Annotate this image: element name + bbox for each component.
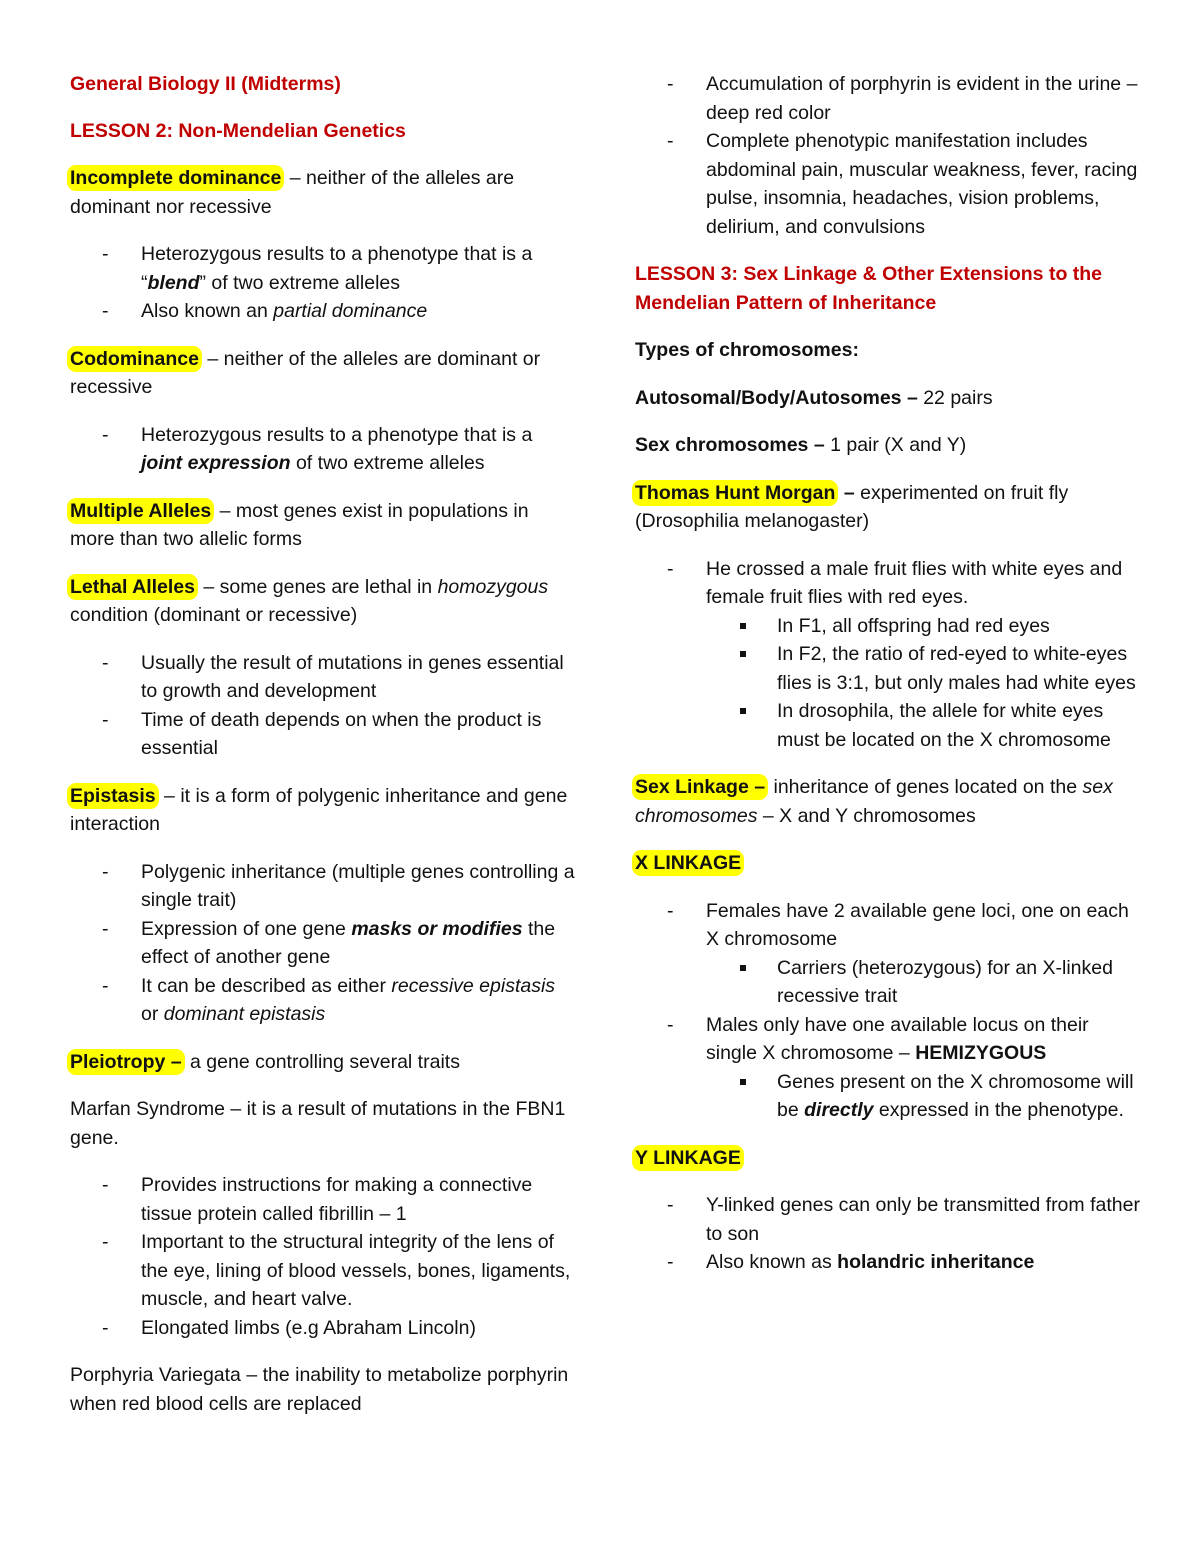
incomplete-dominance-term: Incomplete dominance — [67, 165, 284, 191]
list-item: - Provides instructions for making a connective tissue protein called fibrillin – 1 — [70, 1171, 575, 1228]
left-column — [70, 70, 575, 1418]
list-item: - Y-linked genes can only be transmitted from father to son — [635, 1191, 1140, 1248]
list-item: - Usually the result of mutations in genes essential to growth and development — [70, 649, 575, 706]
x-linkage-list — [635, 897, 1140, 954]
list-item: - Females have 2 available gene loci, one on each X chromosome — [635, 897, 1140, 954]
list-item: - Elongated limbs (e.g Abraham Lincoln) — [70, 1314, 575, 1343]
incomplete-dominance-definition: Incomplete dominance – neither of the alleles are dominant nor recessive — [70, 164, 575, 221]
morgan-definition: Thomas Hunt Morgan – experimented on fruit fly (Drosophilia melanogaster) — [635, 479, 1140, 536]
codominance-term: Codominance — [67, 346, 202, 372]
list-item: - Expression of one gene masks or modifies the effect of another gene — [70, 915, 575, 972]
list-item: - Accumulation of porphyrin is evident in the urine – deep red color — [635, 70, 1140, 127]
sex-linkage-term: Sex Linkage – — [632, 774, 768, 800]
lesson2-heading: LESSON 2: Non-Mendelian Genetics — [70, 119, 406, 142]
list-item: - It can be described as either recessive epistasis or dominant epistasis — [70, 972, 575, 1029]
document-title: General Biology II (Midterms) — [70, 73, 341, 95]
list-item: - Also known an partial dominance — [70, 297, 575, 326]
epistasis-list — [70, 858, 575, 1029]
porphyria-variegata: Porphyria Variegata – the inability to metabolize porphyrin when red blood cells are replaced — [70, 1364, 569, 1415]
list-item: - Heterozygous results to a phenotype that is a “blend” of two extreme alleles — [70, 240, 575, 297]
marfan-syndrome: Marfan Syndrome – it is a result of mutations in the FBN1 gene. — [70, 1098, 566, 1149]
sex-chromosomes-line: Sex chromosomes – 1 pair (X and Y) — [635, 434, 967, 456]
x-linkage-sublist-1 — [706, 954, 1140, 1011]
incomplete-dominance-list — [70, 240, 575, 326]
epistasis-definition: Epistasis – it is a form of polygenic inheritance and gene interaction — [70, 782, 575, 839]
y-linkage-list — [635, 1191, 1140, 1277]
x-linkage-sublist-2 — [706, 1068, 1140, 1125]
multiple-alleles-term: Multiple Alleles — [67, 498, 214, 524]
list-item: - Males only have one available locus on their single X chromosome – HEMIZYGOUS — [635, 1011, 1140, 1068]
sub-list-item: In drosophila, the allele for white eyes must be located on the X chromosome — [706, 697, 1140, 754]
x-linkage-heading: X LINKAGE — [635, 849, 1140, 878]
morgan-list — [635, 555, 1140, 612]
lethal-alleles-term: Lethal Alleles — [67, 574, 198, 600]
pleiotropy-definition: Pleiotropy – a gene controlling several traits — [70, 1048, 575, 1077]
list-item: - Complete phenotypic manifestation includes abdominal pain, muscular weakness, fever, racing pulse, insomnia, headaches, vision problems, delirium, and convulsions — [635, 127, 1140, 241]
multiple-alleles-definition: Multiple Alleles – most genes exist in populations in more than two allelic forms — [70, 497, 575, 554]
sub-list-item: In F1, all offspring had red eyes — [706, 612, 1140, 641]
list-item: - He crossed a male fruit flies with white eyes and female fruit flies with red eyes. — [635, 555, 1140, 612]
sex-linkage-definition: Sex Linkage – inheritance of genes located on the sex chromosomes – X and Y chromosomes — [635, 773, 1140, 830]
morgan-sublist — [706, 612, 1140, 755]
sub-list-item: Carriers (heterozygous) for an X-linked recessive trait — [706, 954, 1140, 1011]
lethal-alleles-definition: Lethal Alleles – some genes are lethal in homozygous condition (dominant or recessive) — [70, 573, 575, 630]
lesson3-heading: LESSON 3: Sex Linkage & Other Extensions to the Mendelian Pattern of Inheritance — [635, 263, 1103, 314]
sub-list-item: Genes present on the X chromosome will be directly expressed in the phenotype. — [706, 1068, 1140, 1125]
y-linkage-heading: Y LINKAGE — [635, 1144, 1140, 1173]
list-item: - Polygenic inheritance (multiple genes controlling a single trait) — [70, 858, 575, 915]
chromosome-types-heading: Types of chromosomes: — [635, 339, 859, 361]
list-item: - Important to the structural integrity of the lens of the eye, lining of blood vessels, bones, ligaments, muscle, and heart valve. — [70, 1228, 575, 1314]
sub-list-item: In F2, the ratio of red-eyed to white-eyes flies is 3:1, but only males had white eyes — [706, 640, 1140, 697]
right-column — [635, 70, 1140, 1296]
lethal-alleles-list — [70, 649, 575, 763]
x-linkage-list-2 — [635, 1011, 1140, 1068]
list-item: - Also known as holandric inheritance — [635, 1248, 1140, 1277]
codominance-list — [70, 421, 575, 478]
porphyria-list — [635, 70, 1140, 241]
pleiotropy-term: Pleiotropy – — [67, 1049, 185, 1075]
marfan-list — [70, 1171, 575, 1342]
morgan-term: Thomas Hunt Morgan — [632, 480, 838, 506]
autosomal-line: Autosomal/Body/Autosomes – 22 pairs — [635, 386, 993, 409]
codominance-definition: Codominance – neither of the alleles are dominant or recessive — [70, 345, 575, 402]
epistasis-term: Epistasis — [67, 783, 159, 809]
list-item: - Time of death depends on when the product is essential — [70, 706, 575, 763]
list-item: - Heterozygous results to a phenotype that is a joint expression of two extreme alleles — [70, 421, 575, 478]
